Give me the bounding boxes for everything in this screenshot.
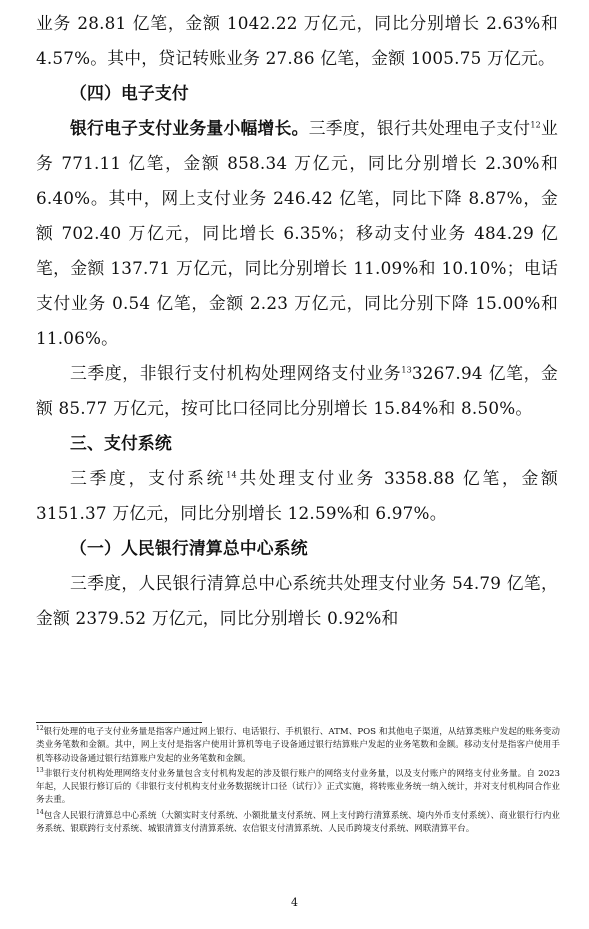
paragraph-text: 3267.94 亿笔，金额 85.77 万亿元，按可比口径同比分别增长 15.84%和 8.50%。 bbox=[36, 363, 558, 418]
heading-text: 三、支付系统 bbox=[70, 433, 172, 453]
paragraph-nonbank-payment bbox=[36, 356, 558, 426]
paragraph-text: 三季度，支付系统 bbox=[70, 468, 227, 488]
paragraph-text: 三季度，人民银行清算总中心系统共处理支付业务 54.79 亿笔，金额 2379.52 万亿元，同比分别增长 0.92%和 bbox=[36, 573, 558, 628]
paragraph-payment-system bbox=[36, 461, 558, 531]
paragraph-text: 三季度，非银行支付机构处理网络支付业务 bbox=[70, 363, 402, 383]
paragraph-text: 业务 28.81 亿笔，金额 1042.22 万亿元，同比分别增长 2.63%和 4.57%。其中，贷记转账业务 27.86 亿笔，金额 1005.75 万亿元。 bbox=[36, 13, 558, 68]
footnote-text: 非银行支付机构处理网络支付业务量包含支付机构发起的涉及银行账户的网络支付业务量，以及支付账户的网络支付业务量。自 2023 年起，人民银行修订后的《非银行支付机构支付业务数据统计口径（试行）》正式实施，将转账业务统一纳入统计，并对支付机构同合作业务去重。 bbox=[36, 768, 560, 806]
paragraph-continued bbox=[36, 6, 558, 76]
footnote-divider bbox=[36, 722, 202, 723]
footnote-mark: 14 bbox=[36, 808, 44, 816]
heading-text: （一）人民银行清算总中心系统 bbox=[70, 538, 308, 558]
lead-sentence: 银行电子支付业务量小幅增长。 bbox=[70, 118, 309, 138]
body-text bbox=[36, 6, 558, 636]
section-heading-payment-system bbox=[36, 426, 558, 461]
paragraph-text: 三季度，银行共处理电子支付 bbox=[308, 118, 531, 138]
footnote-ref-13[interactable]: 13 bbox=[401, 365, 412, 375]
footnote-mark: 12 bbox=[36, 725, 44, 733]
heading-text: （四）电子支付 bbox=[70, 83, 189, 103]
paragraph-bank-electronic-payment bbox=[36, 111, 558, 356]
footnotes bbox=[36, 726, 560, 838]
paragraph-text: 业务 771.11 亿笔，金额 858.34 万亿元，同比分别增长 2.30%和 6.40%。其中，网上支付业务 246.42 亿笔，同比下降 8.87%，金额 702.40 万亿元，同比增长 6.35%；移动支付业务 484.29 亿笔，金额 137.71 万亿元，同比分别增长 11.09%和 10.10%；电话支付业务 0.54 亿笔，金额 2.23 万亿元，同比分别下降 15.00%和 11.06%。 bbox=[36, 118, 559, 348]
section-heading-electronic-payment bbox=[36, 76, 558, 111]
footnote-ref-14[interactable]: 14 bbox=[226, 470, 237, 480]
footnote-ref-12[interactable]: 12 bbox=[530, 120, 541, 130]
footnote-13 bbox=[36, 768, 560, 808]
footnote-12 bbox=[36, 726, 560, 766]
footnote-text: 银行处理的电子支付业务量是指客户通过网上银行、电话银行、手机银行、ATM、POS 和其他电子渠道，从结算类账户发起的账务变动类业务笔数和金额。其中，网上支付是指客户使用计算机等电子设备通过银行结算账户发起的业务笔数和金额。移动支付是指客户使用手机等移动设备通过银行结算账户发起的业务笔数和金额。 bbox=[36, 727, 560, 764]
footnote-text: 包含人民银行清算总中心系统（大额实时支付系统、小额批量支付系统、网上支付跨行清算系统、境内外币支付系统）、商业银行行内业务系统、银联跨行支付系统、城银清算支付清算系统、农信银支付清算系统、人民币跨境支付系统、网联清算平台。 bbox=[36, 810, 560, 835]
section-heading-pbc-clearing bbox=[36, 531, 558, 566]
footnote-14 bbox=[36, 810, 560, 837]
paragraph-text: 共处理支付业务 3358.88 亿笔，金额 3151.37 万亿元，同比分别增长 12.59%和 6.97%。 bbox=[36, 468, 558, 523]
footnote-mark: 13 bbox=[36, 767, 44, 775]
paragraph-pbc-clearing bbox=[36, 566, 558, 636]
page-number: 4 bbox=[291, 896, 298, 909]
